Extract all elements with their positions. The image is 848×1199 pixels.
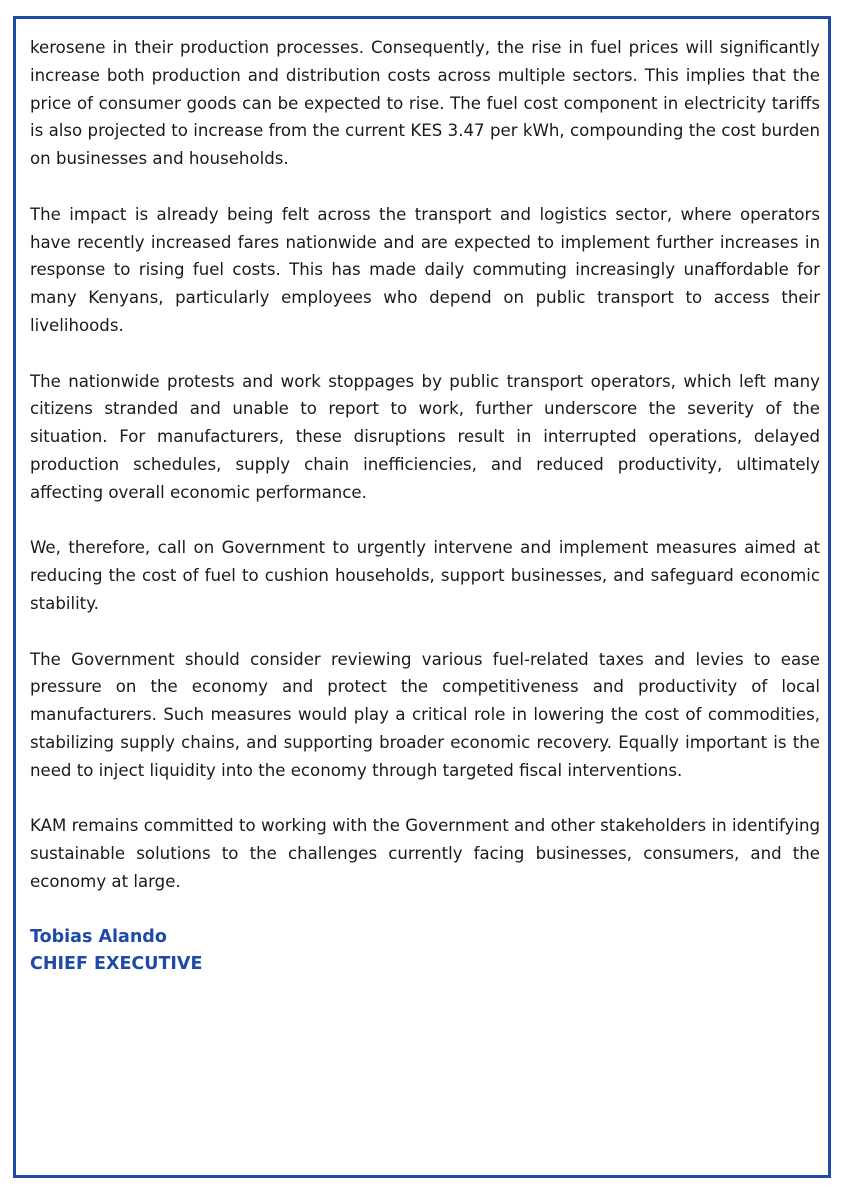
paragraph-protests: The nationwide protests and work stoppages by public transport operators, which left many citizens stranded and unable to report to work, further underscore the severity of the situation. For manufacturers, these disruptions result in interrupted operations, delayed production schedules, supply chain inefficiencies, and reduced productivity, ultimately affecting overall economic performance. bbox=[30, 371, 820, 502]
paragraph-fuel-costs: kerosene in their production processes. Consequently, the rise in fuel prices will significantly increase both production and distribution costs across multiple sectors. This implies that the price of consumer goods can be expected to rise. The fuel cost component in electricity tariffs is also projected to increase from the current KES 3.47 per kWh, compounding the cost burden on businesses and households. bbox=[30, 38, 820, 169]
paragraph-call-to-government: We, therefore, call on Government to urgently intervene and implement measures aimed at reducing the cost of fuel to cushion households, support businesses, and safeguard economic stability. bbox=[30, 538, 820, 613]
signatory-name: Tobias Alando bbox=[30, 926, 167, 947]
signatory-title: CHIEF EXECUTIVE bbox=[30, 954, 203, 975]
document-body bbox=[30, 34, 820, 979]
signature-block bbox=[30, 924, 820, 980]
paragraph-tax-review: The Government should consider reviewing various fuel-related taxes and levies to ease pressure on the economy and protect the competitiveness and productivity of local manufacturers. Such measures would play a critical role in lowering the cost of commodities, stabilizing supply chains, and supporting broader economic recovery. Equally important is the need to inject liquidity into the economy through targeted fiscal interventions. bbox=[30, 649, 820, 780]
paragraph-kam-commitment: KAM remains committed to working with the Government and other stakeholders in identifying sustainable solutions to the challenges currently facing businesses, consumers, and the economy at large. bbox=[30, 816, 820, 891]
paragraph-transport-impact: The impact is already being felt across the transport and logistics sector, where operators have recently increased fares nationwide and are expected to implement further increases in response to rising fuel costs. This has made daily commuting increasingly unaffordable for many Kenyans, particularly employees who depend on public transport to access their livelihoods. bbox=[30, 204, 820, 335]
